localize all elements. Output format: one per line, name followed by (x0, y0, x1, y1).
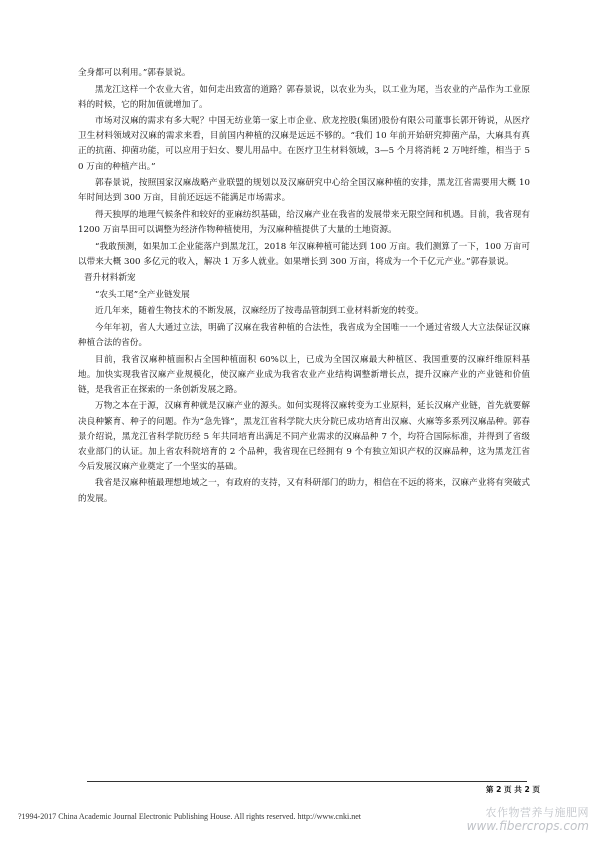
paragraph: 市场对汉麻的需求有多大呢？中国无纺业第一家上市企业、欣龙控股(集团)股份有限公司董事长郭开铸说，从医疗卫生材料领域对汉麻的需求来看，目前国内种植的汉麻是远远不够的。“我们 10 年前开始研究抑菌产品，大麻具有真正的抗菌、抑菌功能，可以应用于妇女、婴儿用品中。在医疗卫生材料领域，3—5 个月将消耗 2 万吨纤维，相当于 50 万亩的种植产出。” (78, 116, 530, 172)
footer-divider (87, 781, 527, 782)
section-heading: 晋升材料新宠 (84, 273, 136, 284)
copyright-notice: ?1994-2017 China Academic Journal Electronic Publishing House. All rights reserved. http://www.cnki.net (18, 812, 361, 821)
watermark-text: 农作物营养与施肥网 (485, 806, 589, 819)
paragraph: 近几年来，随着生物技术的不断发展，汉麻经历了按毒品管制到工业材料新宠的转变。 (95, 306, 424, 317)
paragraph: 我省是汉麻种植最理想地域之一，有政府的支持，又有科研部门的助力，相信在不远的将来，汉麻产业将有突破式的发展。 (78, 478, 530, 504)
paragraph: 目前，我省汉麻种植面积占全国种植面积 60%以上，已成为全国汉麻最大种植区、我国重要的汉麻纤维原料基地。加快实现我省汉麻产业规模化，使汉麻产业成为我省农业产业结构调整新增长点，提升汉麻产业的产业链和价值链，是我省正在探索的一条创新发展之路。 (78, 354, 530, 395)
watermark-url: www.fibercrops.com (466, 819, 589, 833)
paragraph: 万物之本在于源，汉麻育种就是汉麻产业的源头。如何实现将汉麻转变为工业原料，延长汉麻产业链，首先就要解决良种繁育、种子的问题。作为“急先锋”，黑龙江省科学院大庆分院已成功培育出汉麻、火麻等多系列汉麻品种。郭春景介绍说，黑龙江省科学院历经 5 年共同培育出满足不同产业需求的汉麻品种 7 个，均符合国际标准，并得到了省级农业部门的认证。加上省农科院培育的 2 个品种，我省现在已经拥有 9 个有独立知识产权的汉麻品种，这为黑龙江省今后发展汉麻产业奠定了一个坚实的基础。 (78, 401, 530, 472)
section-subheading: “农头工尾”全产业链发展 (95, 289, 190, 300)
paragraph: 黑龙江这样一个农业大省，如何走出致富的道路？郭春景说，以农业为头，以工业为尾，当农业的产品作为工业原料的时候，它的附加值就增加了。 (78, 84, 530, 110)
article-body (78, 66, 539, 508)
paragraph: 全身都可以利用。”郭春景说。 (78, 68, 191, 78)
paragraph: 得天独厚的地理气候条件和较好的亚麻纺织基础，给汉麻产业在我省的发展带来无限空间和机遇。目前，我省现有 1200 万亩旱田可以调整为经济作物种植使用，为汉麻种植提供了大量的土地资源。 (78, 209, 539, 235)
watermark (467, 806, 589, 833)
paragraph: 郭春景说，按照国家汉麻战略产业联盟的规划以及汉麻研究中心给全国汉麻种植的安排，黑龙江省需要用大概 10 年时间达到 300 万亩，目前还远远不能满足市场需求。 (78, 178, 530, 204)
page-number: 第 2 页 共 2 页 (485, 785, 540, 794)
paragraph: “我敢预测，如果加工企业能落户到黑龙江，2018 年汉麻种植可能达到 100 万亩。我们测算了一下，100 万亩可以带来大概 300 多亿元的收入，解决 1 万多人就业。如果增长到 300 万亩，将成为一个千亿元产业。”郭春景说。 (78, 241, 530, 267)
paragraph: 今年年初，省人大通过立法，明确了汉麻在我省种植的合法性，我省成为全国唯一一个通过省级人大立法保证汉麻种植合法的省份。 (78, 323, 530, 349)
